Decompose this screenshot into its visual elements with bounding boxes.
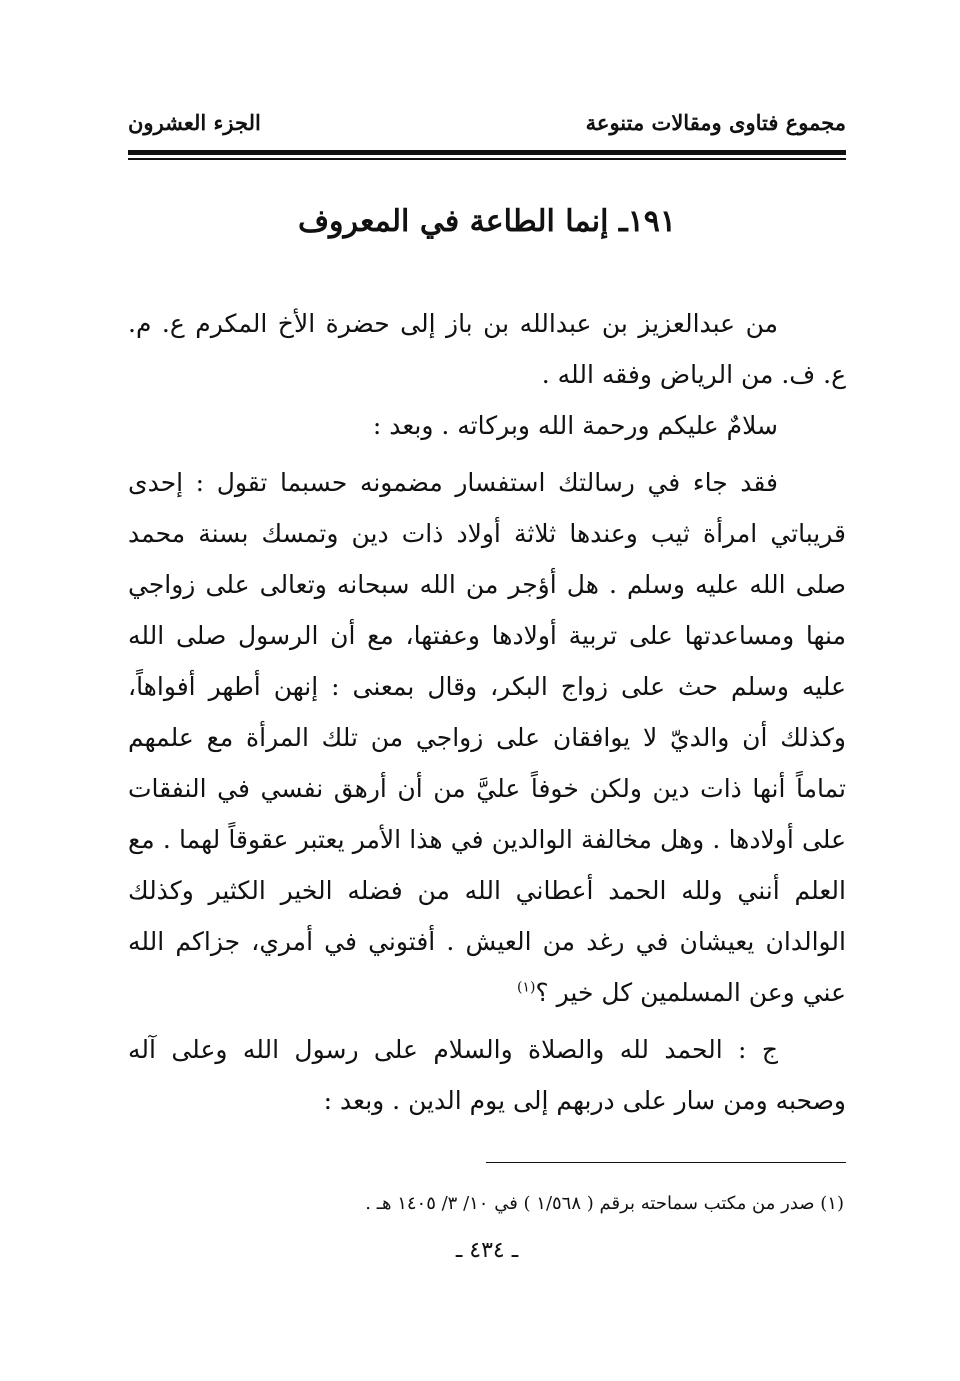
fatwa-body bbox=[128, 298, 846, 1126]
footnote-separator bbox=[486, 1162, 846, 1163]
volume-label: الجزء العشرون bbox=[128, 110, 261, 135]
document-page bbox=[128, 110, 846, 1263]
running-header bbox=[128, 110, 846, 144]
header-rule-thick bbox=[128, 150, 846, 155]
book-title: مجموع فتاوى ومقالات متنوعة bbox=[585, 110, 846, 135]
salutation-paragraph: من عبدالعزيز بن عبدالله بن باز إلى حضرة الأخ المكرم ع. م. ع. ف. من الرياض وفقه الله . bbox=[128, 309, 846, 389]
page-number: ـ ٤٣٤ ـ bbox=[455, 1238, 519, 1263]
greeting-paragraph: سلامٌ عليكم ورحمة الله وبركاته . وبعد : bbox=[372, 411, 778, 440]
question-paragraph bbox=[128, 457, 846, 1018]
question-text: فقد جاء في رسالتك استفسار مضمونه حسبما تقول : إحدى قريباتي امرأة ثيب وعندها ثلاثة أولاد ذات دين وتمسك بسنة محمد صلى الله عليه وسلم . هل أؤجر من الله سبحانه وتعالى على زواجي منها ومساعدتها على تربية أولادها وعفتها، مع أن الرسول صلى الله عليه وسلم حث على زواج البكر، وقال بمعنى : إنهن أطهر أفواهاً، وكذلك أن والديّ لا يوافقان على زواجي من تلك المرأة مع علمهم تماماً أنها ذات دين ولكن خوفاً عليَّ من أن أرهق نفسي في النفقات على أولادها . وهل مخالفة الوالدين في هذا الأمر يعتبر عقوقاً لهما . مع العلم أنني ولله الحمد أعطاني الله من فضله الخير الكثير وكذلك الوالدان يعيشان في رغد من العيش . أفتوني في أمري، جزاكم الله عني وعن المسلمين كل خير ؟ bbox=[128, 468, 846, 1007]
fatwa-title: ١٩١ـ إنما الطاعة في المعروف bbox=[297, 204, 677, 239]
header-rule-thin bbox=[128, 158, 846, 160]
footnote-reference: (١) bbox=[516, 979, 536, 996]
footnote: (١) صدر من مكتب سماحته برقم ( ١/٥٦٨ ) في ١٠/ ٣/ ١٤٠٥ هـ . bbox=[365, 1193, 844, 1214]
answer-paragraph: ج : الحمد لله والصلاة والسلام على رسول الله وعلى آله وصحبه ومن سار على دربهم إلى يوم الدين . وبعد : bbox=[128, 1035, 846, 1115]
